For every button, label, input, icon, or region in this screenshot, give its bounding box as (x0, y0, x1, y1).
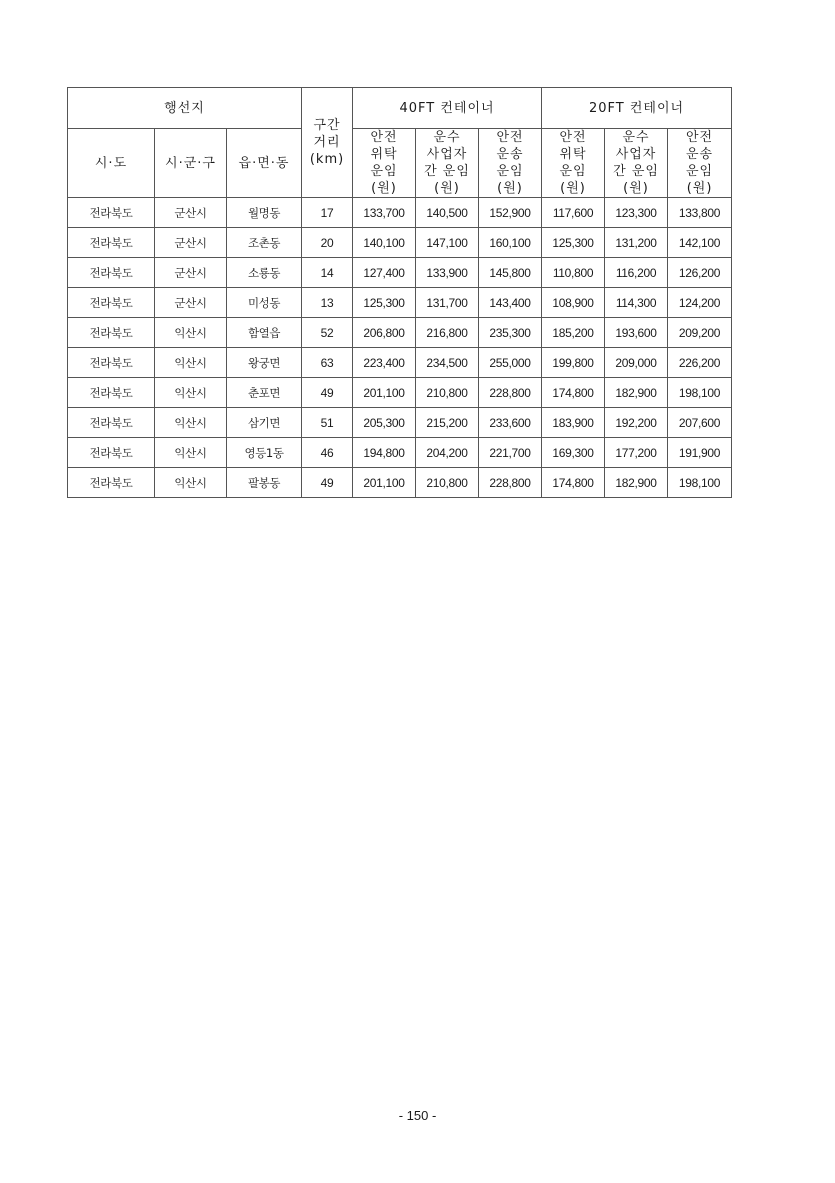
cell-ft40-safe-transport: 221,700 (479, 438, 542, 468)
header-line: 위탁 (559, 147, 587, 162)
destination-group-header: 행선지 (68, 88, 302, 129)
sido-header: 시·도 (68, 129, 155, 198)
cell-ft40-safe-consign: 223,400 (353, 348, 416, 378)
header-line: 운수 (622, 130, 650, 145)
cell-distance: 20 (302, 228, 353, 258)
cell-ft20-carrier: 177,200 (605, 438, 668, 468)
header-line: 사업자 (615, 147, 657, 162)
cell-ft40-safe-consign: 201,100 (353, 378, 416, 408)
cell-dong: 미성동 (227, 288, 302, 318)
cell-ft40-carrier: 234,500 (416, 348, 479, 378)
cell-ft40-carrier: 147,100 (416, 228, 479, 258)
cell-ft20-safe-consign: 174,800 (542, 378, 605, 408)
cell-ft20-safe-transport: 198,100 (668, 378, 732, 408)
cell-ft20-carrier: 131,200 (605, 228, 668, 258)
header-line: 운임 (685, 164, 714, 179)
cell-sido: 전라북도 (68, 408, 155, 438)
header-line: (원) (434, 181, 460, 196)
cell-sido: 전라북도 (68, 198, 155, 228)
header-line: 안전 (559, 130, 587, 145)
header-line: 안전 (370, 130, 398, 145)
cell-dong: 함열읍 (227, 318, 302, 348)
cell-ft20-safe-transport: 209,200 (668, 318, 732, 348)
cell-distance: 13 (302, 288, 353, 318)
table-row (68, 438, 732, 468)
cell-dong: 왕궁면 (227, 348, 302, 378)
ft40-carrier-header (416, 129, 479, 198)
cell-ft20-safe-consign: 117,600 (542, 198, 605, 228)
header-line: 안전 (496, 130, 524, 145)
cell-ft20-carrier: 116,200 (605, 258, 668, 288)
freight-rate-table (67, 87, 732, 498)
ft40-group-header: 40FT 컨테이너 (353, 88, 542, 129)
cell-sido: 전라북도 (68, 468, 155, 498)
cell-ft40-safe-transport: 145,800 (479, 258, 542, 288)
cell-sigungu: 익산시 (155, 408, 227, 438)
cell-ft20-safe-consign: 110,800 (542, 258, 605, 288)
cell-ft40-safe-consign: 206,800 (353, 318, 416, 348)
cell-distance: 51 (302, 408, 353, 438)
cell-ft20-carrier: 182,900 (605, 468, 668, 498)
cell-ft40-carrier: 215,200 (416, 408, 479, 438)
cell-ft20-safe-transport: 133,800 (668, 198, 732, 228)
cell-sido: 전라북도 (68, 318, 155, 348)
table-row (68, 468, 732, 498)
cell-ft20-carrier: 193,600 (605, 318, 668, 348)
cell-distance: 17 (302, 198, 353, 228)
cell-ft40-safe-transport: 255,000 (479, 348, 542, 378)
header-line: 운송 (685, 147, 714, 162)
distance-header (302, 88, 353, 198)
cell-sido: 전라북도 (68, 348, 155, 378)
sigungu-header: 시·군·구 (155, 129, 227, 198)
cell-ft40-carrier: 131,700 (416, 288, 479, 318)
header-line: (원) (623, 181, 649, 196)
cell-ft40-carrier: 210,800 (416, 468, 479, 498)
table-row (68, 348, 732, 378)
cell-ft20-safe-consign: 185,200 (542, 318, 605, 348)
cell-ft40-safe-consign: 125,300 (353, 288, 416, 318)
header-line: 간 운임 (424, 164, 470, 179)
header-line: (원) (686, 181, 713, 196)
ft20-safe-consign-header (542, 129, 605, 198)
cell-ft40-safe-consign: 194,800 (353, 438, 416, 468)
table-row (68, 288, 732, 318)
cell-distance: 49 (302, 378, 353, 408)
cell-ft40-safe-transport: 152,900 (479, 198, 542, 228)
cell-ft20-safe-transport: 124,200 (668, 288, 732, 318)
cell-ft20-safe-consign: 183,900 (542, 408, 605, 438)
cell-dong: 춘포면 (227, 378, 302, 408)
cell-sido: 전라북도 (68, 228, 155, 258)
header-line: 운임 (559, 164, 587, 179)
cell-sido: 전라북도 (68, 288, 155, 318)
header-line: (원) (560, 181, 586, 196)
header-line: (원) (371, 181, 397, 196)
table-row (68, 258, 732, 288)
cell-ft40-carrier: 133,900 (416, 258, 479, 288)
cell-ft40-safe-consign: 133,700 (353, 198, 416, 228)
cell-ft20-safe-transport: 126,200 (668, 258, 732, 288)
cell-ft20-safe-transport: 191,900 (668, 438, 732, 468)
cell-ft40-safe-transport: 160,100 (479, 228, 542, 258)
cell-distance: 52 (302, 318, 353, 348)
header-line: 운임 (370, 164, 398, 179)
cell-ft40-safe-consign: 127,400 (353, 258, 416, 288)
cell-ft40-safe-transport: 228,800 (479, 468, 542, 498)
cell-sido: 전라북도 (68, 378, 155, 408)
cell-sigungu: 익산시 (155, 438, 227, 468)
cell-sigungu: 군산시 (155, 258, 227, 288)
cell-ft40-safe-transport: 228,800 (479, 378, 542, 408)
cell-distance: 14 (302, 258, 353, 288)
table-body (68, 198, 732, 498)
cell-sigungu: 익산시 (155, 318, 227, 348)
cell-sigungu: 군산시 (155, 198, 227, 228)
page-number: - 150 - (398, 1108, 437, 1123)
cell-ft40-safe-consign: 205,300 (353, 408, 416, 438)
cell-distance: 63 (302, 348, 353, 378)
cell-sigungu: 군산시 (155, 228, 227, 258)
ft40-safe-transport-header (479, 129, 542, 198)
table-row (68, 408, 732, 438)
cell-dong: 영등1동 (227, 438, 302, 468)
cell-distance: 49 (302, 468, 353, 498)
cell-ft40-safe-transport: 233,600 (479, 408, 542, 438)
table-row (68, 318, 732, 348)
cell-sido: 전라북도 (68, 438, 155, 468)
cell-ft20-safe-consign: 199,800 (542, 348, 605, 378)
cell-ft20-safe-consign: 125,300 (542, 228, 605, 258)
cell-ft20-safe-transport: 198,100 (668, 468, 732, 498)
cell-sigungu: 군산시 (155, 288, 227, 318)
cell-ft20-carrier: 182,900 (605, 378, 668, 408)
ft20-safe-transport-header (668, 129, 732, 198)
cell-sigungu: 익산시 (155, 348, 227, 378)
cell-dong: 삼기면 (227, 408, 302, 438)
cell-ft20-safe-consign: 174,800 (542, 468, 605, 498)
header-line: 사업자 (426, 147, 468, 162)
cell-sigungu: 익산시 (155, 468, 227, 498)
cell-dong: 조촌동 (227, 228, 302, 258)
header-line: 위탁 (370, 147, 398, 162)
cell-distance: 46 (302, 438, 353, 468)
ft40-safe-consign-header (353, 129, 416, 198)
cell-ft20-carrier: 192,200 (605, 408, 668, 438)
distance-header-line: (km) (309, 152, 345, 167)
cell-ft40-safe-consign: 140,100 (353, 228, 416, 258)
header-line: 간 운임 (613, 164, 659, 179)
header-line: 운수 (433, 130, 461, 145)
cell-ft40-carrier: 210,800 (416, 378, 479, 408)
cell-dong: 월명동 (227, 198, 302, 228)
cell-ft20-safe-transport: 226,200 (668, 348, 732, 378)
cell-ft40-safe-consign: 201,100 (353, 468, 416, 498)
table-row (68, 228, 732, 258)
ft20-group-header: 20FT 컨테이너 (542, 88, 732, 129)
cell-ft20-carrier: 114,300 (605, 288, 668, 318)
cell-ft40-carrier: 140,500 (416, 198, 479, 228)
cell-ft20-carrier: 209,000 (605, 348, 668, 378)
header-line: (원) (497, 181, 523, 196)
cell-dong: 팔봉동 (227, 468, 302, 498)
distance-header-line: 구간 (313, 118, 341, 133)
cell-sido: 전라북도 (68, 258, 155, 288)
cell-ft40-carrier: 216,800 (416, 318, 479, 348)
cell-ft20-carrier: 123,300 (605, 198, 668, 228)
cell-ft20-safe-transport: 207,600 (668, 408, 732, 438)
table-row (68, 378, 732, 408)
ft20-carrier-header (605, 129, 668, 198)
table-row (68, 198, 732, 228)
cell-ft40-safe-transport: 235,300 (479, 318, 542, 348)
cell-ft40-carrier: 204,200 (416, 438, 479, 468)
cell-dong: 소룡동 (227, 258, 302, 288)
cell-ft20-safe-consign: 169,300 (542, 438, 605, 468)
cell-ft20-safe-consign: 108,900 (542, 288, 605, 318)
cell-ft20-safe-transport: 142,100 (668, 228, 732, 258)
header-line: 운송 (496, 147, 524, 162)
distance-header-line: 거리 (313, 135, 341, 150)
cell-ft40-safe-transport: 143,400 (479, 288, 542, 318)
cell-sigungu: 익산시 (155, 378, 227, 408)
header-line: 운임 (496, 164, 524, 179)
eupmyeondong-header: 읍·면·동 (227, 129, 302, 198)
header-line: 안전 (685, 130, 714, 145)
